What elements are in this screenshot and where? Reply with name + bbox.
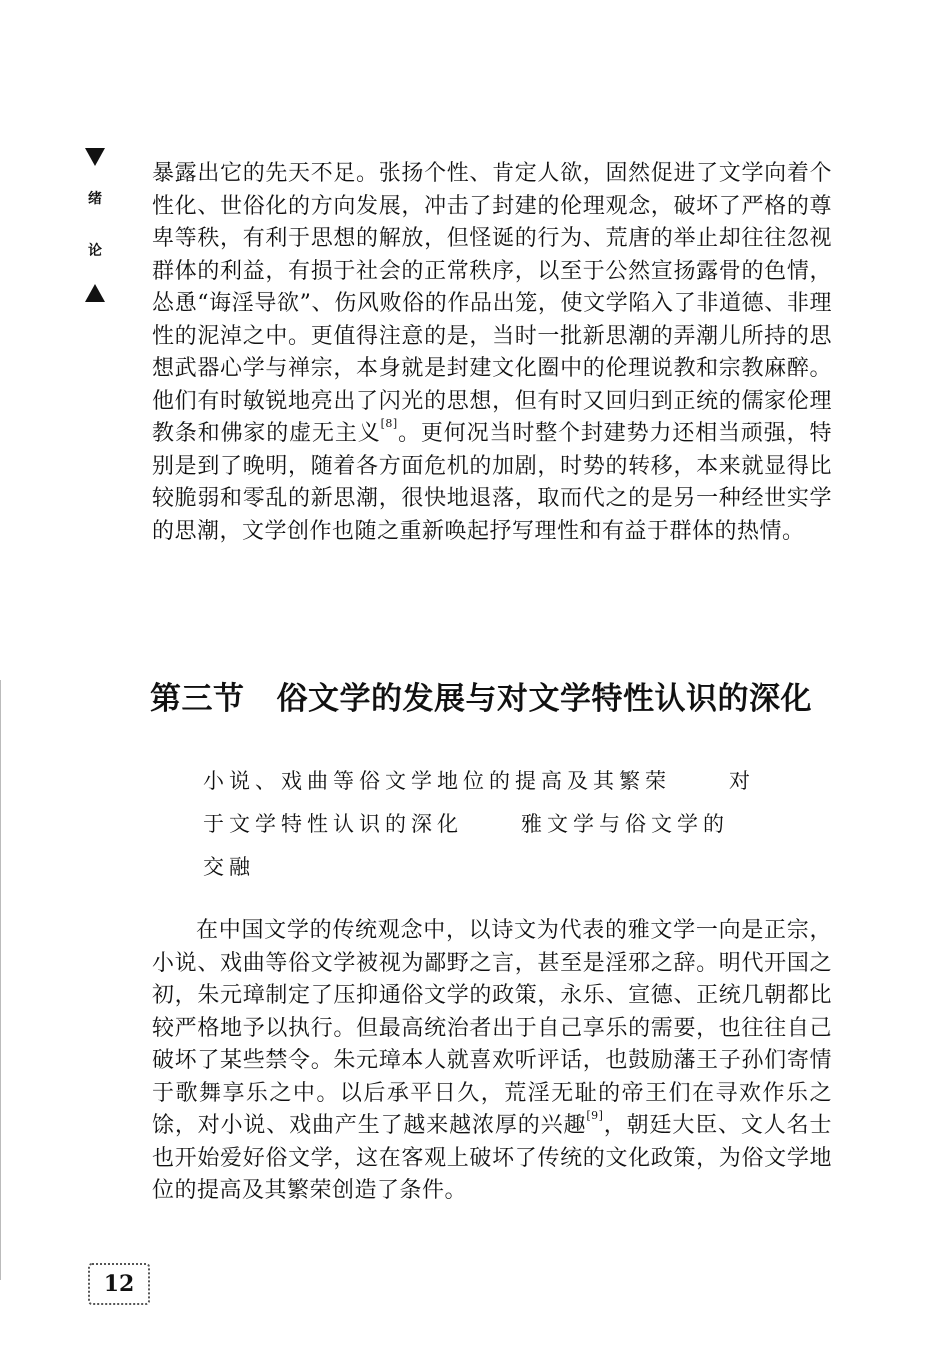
paragraph-1-text-cont: 。更何况当时整个封建势力还相当顽强，特别是到了晚明，随着各方面危机的加剧，时势的转移，本来就显得比较脆弱和零乱的新思潮，很快地退落，取而代之的是另一种经世实学的思潮，文学创作也随之重新唤起抒写理性和有益于群体的热情。 bbox=[152, 421, 832, 544]
page-edge-shadow bbox=[0, 680, 1, 1280]
section-summary bbox=[203, 760, 793, 889]
chapter-side-tab bbox=[84, 148, 106, 302]
section-title: 俗文学的发展与对文学特性认识的深化 bbox=[276, 681, 812, 717]
side-tab-bottom-char: 论 bbox=[88, 243, 102, 259]
page-number: 12 bbox=[88, 1263, 150, 1305]
triangle-down-icon bbox=[85, 148, 105, 166]
summary-line-1-tail: 对 bbox=[729, 769, 755, 793]
summary-line-2: 于文学特性认识的深化 bbox=[203, 812, 463, 836]
summary-line-2-tail: 雅文学与俗文学的 bbox=[521, 812, 729, 836]
triangle-up-icon bbox=[85, 284, 105, 302]
side-tab-top-char: 绪 bbox=[88, 191, 102, 207]
section-heading bbox=[150, 673, 850, 718]
section-number: 第三节 bbox=[150, 681, 245, 717]
paragraph-2-text-cont: ，朝廷大臣、文人名士也开始爱好俗文学，这在客观上破坏了传统的文化政策，为俗文学地位的提高及其繁荣创造了条件。 bbox=[152, 1113, 832, 1203]
paragraph-2-text: 在中国文学的传统观念中，以诗文为代表的雅文学一向是正宗，小说、戏曲等俗文学被视为鄙野之言，甚至是淫邪之辞。明代开国之初，朱元璋制定了压抑通俗文学的政策，永乐、宣德、正统几朝都比较严格地予以执行。但最高统治者出于自己享乐的需要，也往往自己破坏了某些禁令。朱元璋本人就喜欢听评话，也鼓励藩王子孙们寄情于歌舞享乐之中。以后承平日久，荒淫无耻的帝王们在寻欢作乐之馀，对小说、戏曲产生了越来越浓厚的兴趣 bbox=[152, 918, 832, 1138]
paragraph-2 bbox=[152, 915, 832, 1208]
paragraph-1 bbox=[152, 158, 832, 548]
summary-line-1: 小说、戏曲等俗文学地位的提高及其繁荣 bbox=[203, 769, 671, 793]
footnote-ref-8: [8] bbox=[380, 417, 398, 430]
footnote-ref-9: [9] bbox=[586, 1109, 604, 1122]
paragraph-1-text: 暴露出它的先天不足。张扬个性、肯定人欲，固然促进了文学向着个性化、世俗化的方向发展，冲击了封建的伦理观念，破坏了严格的尊卑等秩，有利于思想的解放，但怪诞的行为、荒唐的举止却往往忽视群体的利益，有损于社会的正常秩序，以至于公然宣扬露骨的色情，怂恿“诲淫导欲”、伤风败俗的作品出笼，使文学陷入了非道德、非理性的泥淖之中。更值得注意的是，当时一批新思潮的弄潮儿所持的思想武器心学与禅宗，本身就是封建文化圈中的伦理说教和宗教麻醉。他们有时敏锐地亮出了闪光的思想，但有时又回归到正统的儒家伦理教条和佛家的虚无主义 bbox=[152, 161, 832, 446]
summary-line-3: 交融 bbox=[203, 855, 255, 879]
